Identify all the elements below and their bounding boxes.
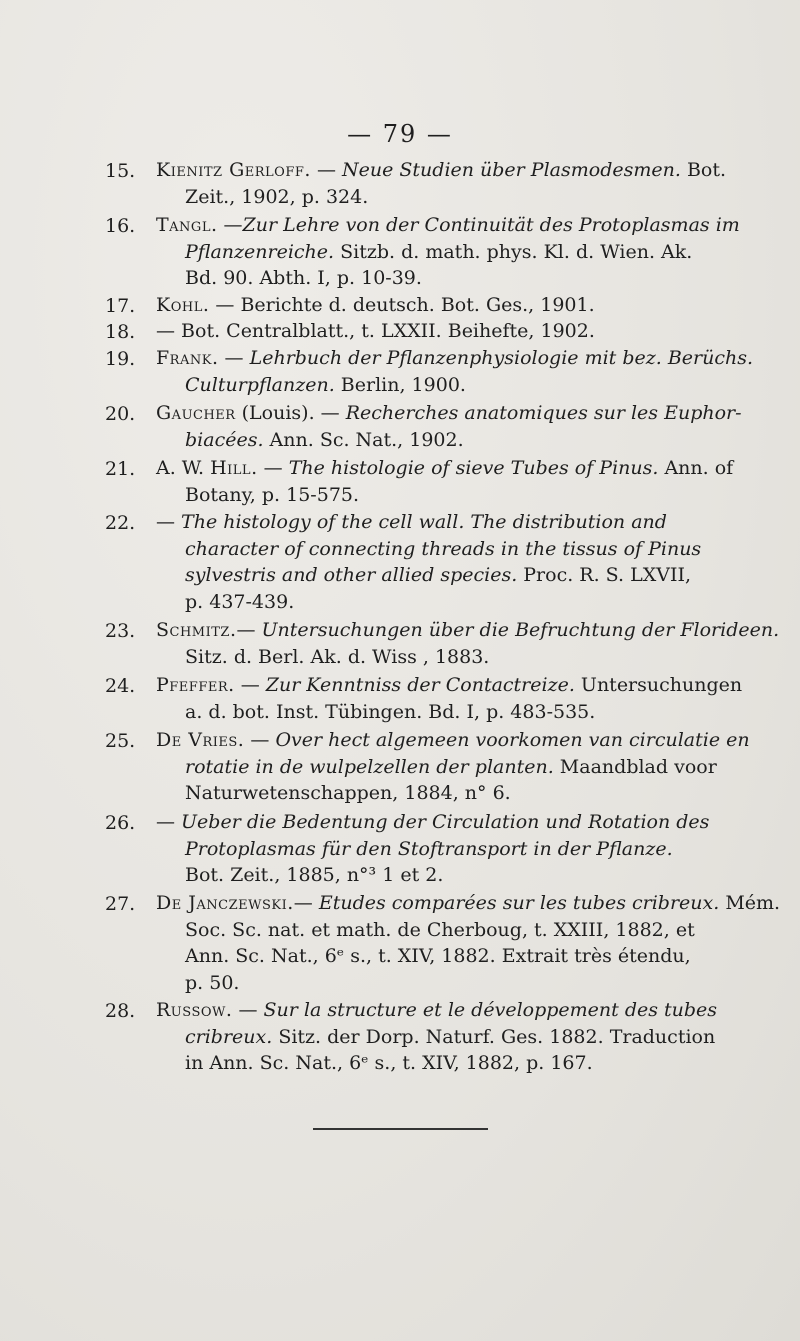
- citation-text: A. W.: [156, 457, 211, 479]
- author-name: Pfeffer.: [156, 674, 235, 696]
- citation-text: —: [234, 674, 266, 696]
- work-title: Ueber die Bedentung der Circulation und Rotation des: [181, 811, 710, 833]
- citation-text: —: [217, 214, 243, 236]
- closing-rule: [313, 1128, 488, 1130]
- citation-text: — Berichte d. deutsch. Bot. Ges., 1901.: [209, 294, 595, 316]
- author-name: Schmitz.: [156, 619, 237, 641]
- citation-text: —: [293, 892, 319, 914]
- citation-text: —: [236, 619, 262, 641]
- reference-line: [185, 1024, 715, 1050]
- citation-text: —: [244, 729, 276, 751]
- citation-text: —: [257, 457, 289, 479]
- reference-line: [156, 455, 733, 481]
- reference-number: 17.: [105, 295, 136, 317]
- author-name: Gaucher: [156, 402, 236, 424]
- reference-number: 16.: [105, 215, 136, 237]
- author-name: Frank.: [156, 347, 219, 369]
- work-title: The histologie of sieve Tubes of Pinus.: [288, 457, 659, 479]
- reference-line: [185, 536, 701, 562]
- reference-line: [185, 970, 239, 996]
- reference-number: 22.: [105, 512, 136, 534]
- citation-text: Bot.: [680, 159, 727, 181]
- author-name: Tangl.: [156, 214, 218, 236]
- citation-text: Sitzb. d. math. phys. Kl. d. Wien. Ak.: [334, 240, 693, 263]
- citation-text: p. 50.: [185, 971, 240, 994]
- citation-text: —: [156, 511, 182, 533]
- reference-number: 25.: [105, 730, 136, 752]
- work-title: sylvestris and other allied species.: [185, 564, 518, 587]
- reference-number: 24.: [105, 675, 136, 697]
- work-title: Recherches anatomiques sur les Euphor-: [345, 402, 742, 424]
- reference-line: [185, 482, 359, 508]
- citation-text: Ann. of: [658, 457, 734, 479]
- citation-text: Zeit., 1902, p. 324.: [185, 185, 369, 208]
- reference-line: [156, 997, 717, 1023]
- reference-line: [156, 672, 742, 698]
- reference-line: [156, 727, 750, 753]
- reference-number: 19.: [105, 348, 136, 370]
- reference-line: [185, 862, 443, 888]
- work-title: Zur Kenntniss der Contactreize.: [265, 674, 575, 696]
- reference-number: 23.: [105, 620, 136, 642]
- citation-text: Mém.: [719, 892, 781, 914]
- reference-line: [185, 943, 691, 969]
- reference-line: [185, 589, 294, 615]
- reference-number: 20.: [105, 403, 136, 425]
- citation-text: Sitz. der Dorp. Naturf. Ges. 1882. Traduction: [272, 1025, 716, 1048]
- citation-text: a. d. bot. Inst. Tübingen. Bd. I, p. 483-535.: [185, 700, 596, 723]
- author-name: Russow.: [156, 999, 233, 1021]
- citation-text: — Bot. Centralblatt., t. LXXII. Beihefte, 1902.: [156, 320, 595, 342]
- citation-text: Untersuchungen: [574, 674, 743, 696]
- reference-line: [156, 400, 742, 426]
- work-title: The histology of the cell wall. The distribution and: [181, 511, 667, 533]
- work-title: rotatie in de wulpelzellen der planten.: [185, 755, 554, 778]
- work-title: Culturpflanzen.: [185, 373, 335, 396]
- reference-number: 15.: [105, 160, 136, 182]
- reference-line: [156, 509, 667, 535]
- work-title: character of connecting threads in the tissus of Pinus: [185, 537, 702, 560]
- reference-line: [185, 644, 489, 670]
- citation-text: —: [310, 159, 342, 181]
- reference-line: [185, 265, 422, 291]
- reference-number: 26.: [105, 812, 136, 834]
- citation-text: Proc. R. S. LXVII,: [517, 564, 692, 587]
- work-title: Etudes comparées sur les tubes cribreux.: [318, 892, 720, 914]
- work-title: biacées.: [185, 428, 264, 451]
- work-title: Over hect algemeen voorkomen van circulatie en: [275, 729, 750, 751]
- citation-text: Ann. Sc. Nat., 6ᵉ s., t. XIV, 1882. Extrait très étendu,: [185, 945, 691, 968]
- citation-text: —: [232, 999, 264, 1021]
- work-title: Sur la structure et le développement des tubes: [263, 999, 718, 1021]
- citation-text: Soc. Sc. nat. et math. de Cherboug, t. XXIII, 1882, et: [185, 918, 695, 941]
- reference-line: [185, 699, 595, 725]
- reference-line: [156, 345, 753, 371]
- reference-line: [156, 318, 595, 344]
- citation-text: —: [218, 347, 250, 369]
- reference-line: [156, 292, 595, 318]
- reference-line: [156, 157, 726, 183]
- work-title: Untersuchungen über die Befruchtung der Florideen.: [261, 619, 780, 641]
- citation-text: Ann. Sc. Nat., 1902.: [263, 428, 464, 451]
- reference-number: 18.: [105, 321, 136, 343]
- author-name: Kienitz Gerloff.: [156, 159, 311, 181]
- reference-line: [156, 809, 709, 835]
- reference-line: [185, 836, 673, 862]
- reference-line: [185, 427, 464, 453]
- reference-line: [185, 917, 695, 943]
- work-title: Zur Lehre von der Continuität des Protoplasmas im: [242, 214, 740, 236]
- reference-number: 27.: [105, 893, 136, 915]
- page-number: — 79 —: [347, 120, 453, 148]
- citation-text: Naturwetenschappen, 1884, n° 6.: [185, 782, 511, 805]
- citation-text: Bd. 90. Abth. I, p. 10-39.: [185, 267, 422, 290]
- citation-text: p. 437-439.: [185, 590, 295, 613]
- reference-line: [156, 212, 740, 238]
- reference-number: 28.: [105, 1000, 136, 1022]
- reference-line: [185, 184, 368, 210]
- reference-line: [156, 617, 779, 643]
- author-name: De Vries.: [156, 729, 245, 751]
- reference-line: [185, 562, 691, 588]
- author-name: Kohl.: [156, 294, 210, 316]
- work-title: Protoplasmas für den Stoftransport in der Pflanze.: [185, 837, 673, 860]
- reference-line: [185, 239, 692, 265]
- reference-line: [185, 780, 511, 806]
- reference-line: [185, 754, 717, 780]
- reference-number: 21.: [105, 458, 136, 480]
- citation-text: Bot. Zeit., 1885, n°³ 1 et 2.: [185, 864, 444, 887]
- work-title: Lehrbuch der Pflanzenphysiologie mit bez. Berüchs.: [249, 347, 754, 369]
- citation-text: Berlin, 1900.: [334, 373, 466, 396]
- citation-text: —: [156, 811, 182, 833]
- author-name: De Janczewski.: [156, 892, 294, 914]
- reference-line: [156, 890, 780, 916]
- citation-text: in Ann. Sc. Nat., 6ᵉ s., t. XIV, 1882, p. 167.: [185, 1052, 593, 1075]
- work-title: Pflanzenreiche.: [185, 240, 335, 263]
- reference-line: [185, 372, 466, 398]
- author-name: Hill.: [210, 457, 258, 479]
- work-title: cribreux.: [185, 1025, 273, 1048]
- citation-text: (Louis). —: [235, 402, 346, 424]
- citation-text: Maandblad voor: [553, 755, 717, 778]
- reference-line: [185, 1050, 593, 1076]
- citation-text: Botany, p. 15-575.: [185, 483, 360, 506]
- citation-text: Sitz. d. Berl. Ak. d. Wiss , 1883.: [185, 645, 490, 668]
- work-title: Neue Studien über Plasmodesmen.: [342, 159, 681, 181]
